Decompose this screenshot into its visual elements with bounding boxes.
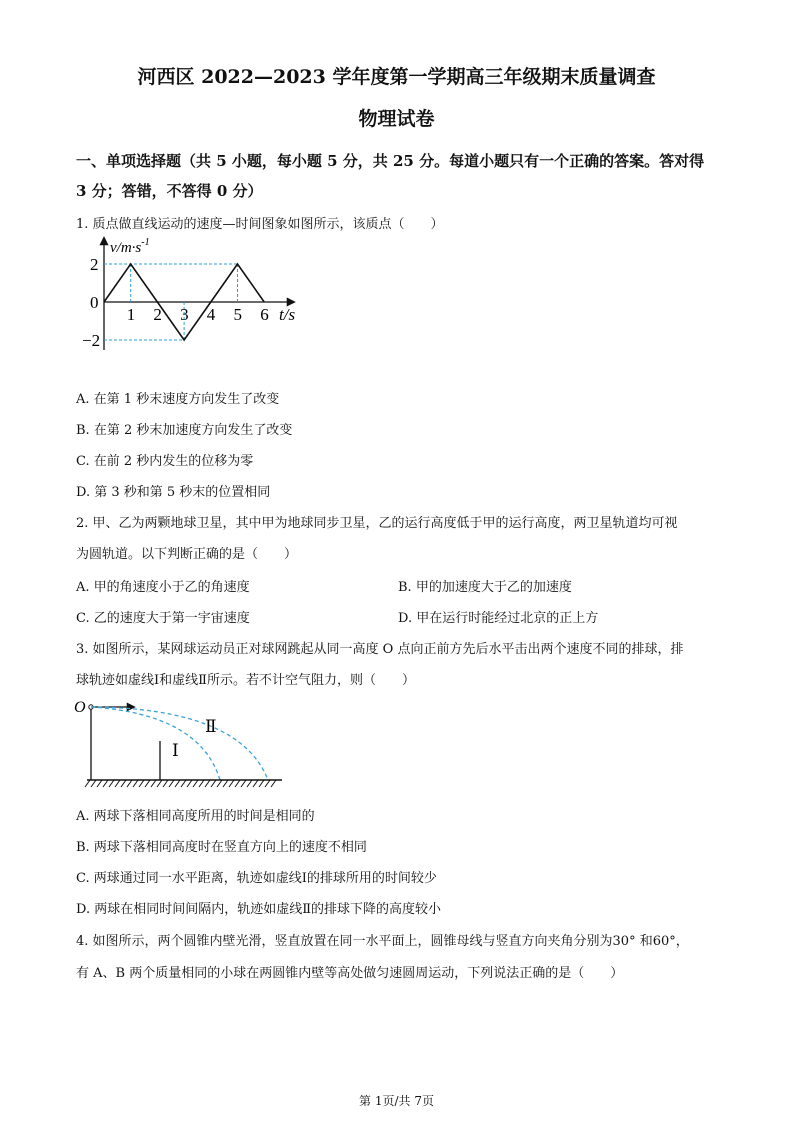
page-number: 第 1页/共 7页 <box>359 1094 434 1108</box>
hatch-mark <box>265 780 270 787</box>
question-4-stem-cont: 有 A、B 两个质量相同的小球在两圆锥内壁等高处做匀速圆周运动，下列说法正确的是（ ） <box>76 966 624 981</box>
x-axis-label: t/s <box>279 305 296 324</box>
hatch-mark <box>133 780 138 787</box>
x-tick-label: 6 <box>260 305 269 324</box>
hatch-mark <box>91 780 96 787</box>
vt-graph <box>76 232 326 360</box>
hatch-mark <box>241 780 246 787</box>
hatch-mark <box>151 780 156 787</box>
hatch-mark <box>109 780 114 787</box>
paper-subtitle: 物理试卷 <box>358 108 435 130</box>
question-2-stem: 2. 甲、乙为两颗地球卫星，其中甲为地球同步卫星，乙的运行高度低于甲的运行高度，两卫星轨道均可视 <box>76 516 678 531</box>
q2-option-a: A. 甲的角速度小于乙的角速度 <box>76 580 250 595</box>
hatch-mark <box>127 780 132 787</box>
q2-option-b: B. 甲的加速度大于乙的加速度 <box>398 580 572 595</box>
x-tick-label: 4 <box>206 305 216 324</box>
x-tick-label: 2 <box>153 305 162 324</box>
x-tick-label: 3 <box>180 305 189 324</box>
ground-hatching <box>85 780 276 787</box>
q3-option-c: C. 两球通过同一水平距离，轨迹如虚线Ⅰ的排球所用的时间较少 <box>76 871 437 886</box>
hatch-mark <box>85 780 90 787</box>
hatch-mark <box>205 780 210 787</box>
q1-option-d: D. 第 3 秒和第 5 秒末的位置相同 <box>76 485 271 500</box>
hatch-mark <box>103 780 108 787</box>
y-axis-label: $v/m\cdot s^{-1}$ <box>110 237 150 256</box>
curve-2-label: Ⅱ <box>205 717 217 736</box>
q3-option-d: D. 两球在相同时间间隔内，轨迹如虚线Ⅱ的排球下降的高度较小 <box>76 902 442 917</box>
y-tick-label: 0 <box>90 293 99 312</box>
trajectory-2 <box>91 707 268 780</box>
curve-1-label: Ⅰ <box>172 741 179 760</box>
y-tick-label: 2 <box>90 255 99 274</box>
x-tick-label: 1 <box>126 305 136 324</box>
hatch-mark <box>175 780 180 787</box>
hatch-mark <box>145 780 150 787</box>
hatch-mark <box>139 780 144 787</box>
q3-option-a: A. 两球下落相同高度所用的时间是相同的 <box>76 809 315 824</box>
question-4-stem: 4. 如图所示，两个圆锥内壁光滑，竖直放置在同一水平面上，圆锥母线与竖直方向夹角分别为30° 和60°， <box>76 934 689 949</box>
hatch-mark <box>235 780 240 787</box>
hatch-mark <box>157 780 162 787</box>
y-tick-labels <box>82 255 100 350</box>
hatch-mark <box>169 780 174 787</box>
hatch-mark <box>199 780 204 787</box>
hatch-mark <box>253 780 258 787</box>
hatch-mark <box>181 780 186 787</box>
tennis-figure <box>70 694 320 794</box>
hatch-mark <box>121 780 126 787</box>
q2-option-d: D. 甲在运行时能经过北京的正上方 <box>398 611 599 626</box>
hatch-mark <box>223 780 228 787</box>
q1-option-a: A. 在第 1 秒末速度方向发生了改变 <box>76 392 280 407</box>
hatch-mark <box>247 780 252 787</box>
q2-option-c: C. 乙的速度大于第一宇宙速度 <box>76 611 250 626</box>
q1-option-b: B. 在第 2 秒末加速度方向发生了改变 <box>76 423 293 438</box>
question-2-stem-cont: 为圆轨道。以下判断正确的是（ ） <box>76 547 298 562</box>
section-heading-cont: 3 分；答错，不答得 0 分） <box>76 182 263 200</box>
q1-option-c: C. 在前 2 秒内发生的位移为零 <box>76 454 254 469</box>
paper-title: 河西区 2022—2023 学年度第一学期高三年级期末质量调查 <box>137 66 656 88</box>
trajectory-1 <box>91 707 220 780</box>
origin-label: O <box>74 699 86 716</box>
hatch-mark <box>193 780 198 787</box>
hatch-mark <box>211 780 216 787</box>
hatch-mark <box>271 780 276 787</box>
x-tick-label: 5 <box>233 305 242 324</box>
question-3-stem-cont: 球轨迹如虚线Ⅰ和虚线Ⅱ所示。若不计空气阻力，则（ ） <box>76 673 415 688</box>
hatch-mark <box>259 780 264 787</box>
hatch-mark <box>217 780 222 787</box>
hatch-mark <box>163 780 168 787</box>
y-tick-label: −2 <box>82 331 101 350</box>
hatch-mark <box>229 780 234 787</box>
hatch-mark <box>97 780 102 787</box>
question-3-stem: 3. 如图所示，某网球运动员正对球网跳起从同一高度 O 点向正前方先后水平击出两个速度不同的排球，排 <box>76 642 684 657</box>
question-1-stem: 1. 质点做直线运动的速度—时间图象如图所示，该质点（ ） <box>76 217 444 232</box>
section-heading: 一、单项选择题（共 5 小题，每小题 5 分，共 25 分。每道小题只有一个正确的答案。答对得 <box>76 152 705 170</box>
hatch-mark <box>115 780 120 787</box>
hatch-mark <box>187 780 192 787</box>
q3-option-b: B. 两球下落相同高度时在竖直方向上的速度不相同 <box>76 840 367 855</box>
